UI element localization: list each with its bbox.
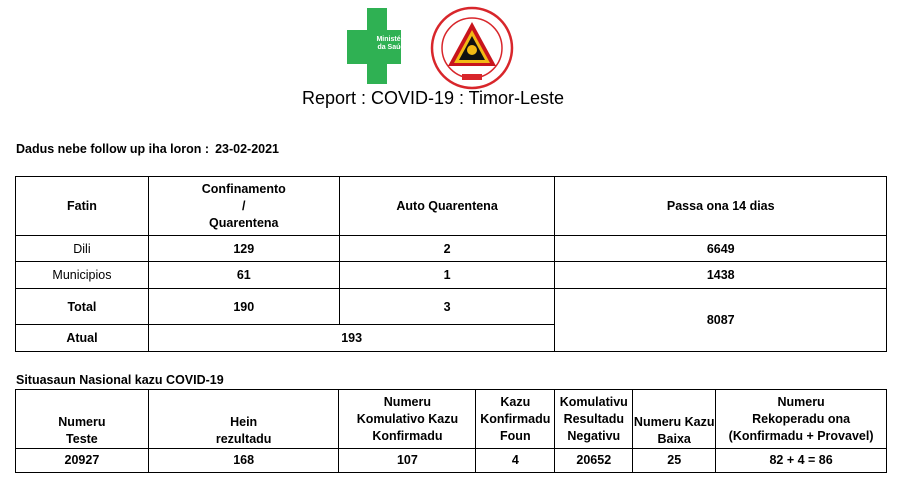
ministry-logo-line1: Ministério bbox=[376, 36, 410, 43]
cell-passa: 6649 bbox=[555, 236, 887, 262]
header-confinamento bbox=[148, 177, 339, 236]
header-line: Foun bbox=[500, 428, 531, 443]
table-row bbox=[16, 262, 887, 289]
header-fatin: Fatin bbox=[16, 177, 149, 236]
ministry-logo-text bbox=[371, 36, 415, 52]
ministry-logo-line2: da Saúde bbox=[377, 44, 409, 51]
header-passa: Passa ona 14 dias bbox=[555, 177, 887, 236]
cell-auto: 1 bbox=[339, 262, 555, 289]
header-rekoperadu bbox=[716, 390, 887, 449]
followup-line bbox=[16, 142, 279, 156]
header-line: Numeru bbox=[777, 394, 825, 409]
header-komulativu-negativu bbox=[555, 390, 633, 449]
page-title: Report : COVID-19 : Timor-Leste bbox=[301, 88, 565, 108]
header-logos bbox=[0, 4, 900, 86]
cell-auto: 2 bbox=[339, 236, 555, 262]
cell-fatin: Dili bbox=[16, 236, 149, 262]
national-seal-icon bbox=[430, 6, 514, 90]
header-confinamento-line2: / bbox=[242, 198, 246, 213]
total-passa: 8087 bbox=[555, 289, 887, 352]
header-line: Hein bbox=[230, 415, 258, 429]
header-line: (Konfirmadu + Provavel) bbox=[728, 428, 874, 443]
header-line: rezultadu bbox=[215, 432, 272, 446]
followup-date: 23-02-2021 bbox=[215, 142, 280, 156]
quarantine-table bbox=[15, 176, 887, 352]
national-situation-table bbox=[15, 389, 887, 473]
header-kazu-baixa bbox=[633, 390, 716, 449]
total-auto: 3 bbox=[339, 289, 555, 325]
situation-values-row bbox=[16, 449, 887, 473]
header-line: Kazu bbox=[500, 394, 531, 409]
total-confinamento: 190 bbox=[148, 289, 339, 325]
header-line: Negativu bbox=[567, 428, 621, 443]
table-row bbox=[16, 236, 887, 262]
header-kazu-foun bbox=[476, 390, 555, 449]
header-line: Komulativo Kazu bbox=[356, 411, 459, 426]
header-line: Baixa bbox=[657, 432, 691, 446]
value-kazu-baixa: 25 bbox=[633, 449, 716, 473]
header-line: Numeru bbox=[58, 415, 106, 429]
header-auto-quarentena: Auto Quarentena bbox=[339, 177, 555, 236]
atual-label: Atual bbox=[16, 325, 149, 352]
table-header-row bbox=[16, 177, 887, 236]
cell-confinamento: 129 bbox=[148, 236, 339, 262]
header-line: Resultadu bbox=[563, 411, 624, 426]
value-kazu-foun: 4 bbox=[476, 449, 555, 473]
atual-value: 193 bbox=[148, 325, 555, 352]
header-line: Rekoperadu ona bbox=[752, 411, 851, 426]
followup-label: Dadus nebe follow up iha loron : bbox=[16, 142, 210, 156]
value-hein-rezultadu: 168 bbox=[148, 449, 339, 473]
situation-header-row bbox=[16, 390, 887, 449]
header-line: Numeru bbox=[383, 394, 432, 409]
value-rekoperadu: 82 + 4 = 86 bbox=[716, 449, 887, 473]
total-row bbox=[16, 289, 887, 325]
value-komulativu-negativu: 20652 bbox=[555, 449, 633, 473]
situasaun-label: Situasaun Nasional kazu COVID-19 bbox=[16, 373, 224, 387]
header-line: Komulativu bbox=[559, 394, 628, 409]
value-komulativo-kazu: 107 bbox=[339, 449, 476, 473]
header-line: Teste bbox=[66, 432, 98, 446]
header-confinamento-line1: Confinamento bbox=[201, 181, 286, 196]
header-hein-rezultadu bbox=[148, 390, 339, 449]
cell-fatin: Municipios bbox=[16, 262, 149, 289]
value-numeru-teste: 20927 bbox=[16, 449, 149, 473]
header-confinamento-line3: Quarentena bbox=[209, 215, 279, 230]
header-line: Konfirmadu bbox=[372, 428, 443, 443]
total-label: Total bbox=[16, 289, 149, 325]
header-line: Konfirmadu bbox=[480, 411, 551, 426]
header-numeru-teste bbox=[16, 390, 149, 449]
header-komulativo-kazu bbox=[339, 390, 476, 449]
cell-confinamento: 61 bbox=[148, 262, 339, 289]
header-line: Numeru Kazu bbox=[633, 415, 715, 429]
cell-passa: 1438 bbox=[555, 262, 887, 289]
